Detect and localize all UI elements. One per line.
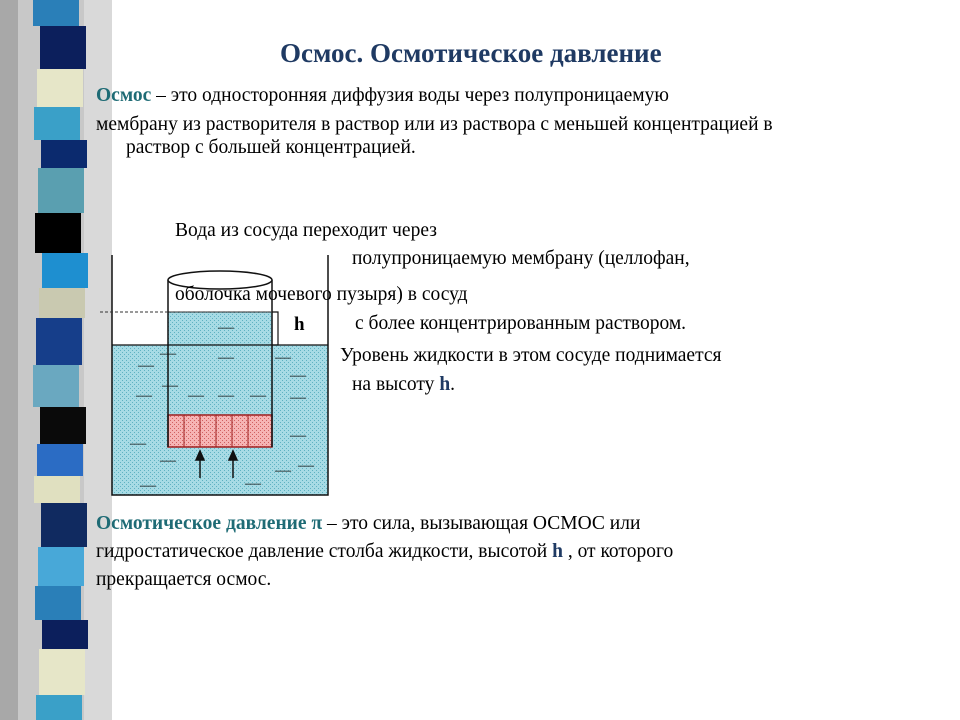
molecule-dash: — — [245, 475, 261, 492]
molecule-dash: — — [275, 349, 291, 366]
molecule-dash: — — [218, 349, 234, 366]
osmosis-definition-line1: Осмос – это односторонняя диффузия воды через полупроницаемую — [96, 85, 669, 106]
h-symbol: h — [552, 541, 563, 562]
h-symbol: h — [439, 374, 451, 395]
pressure-definition-line1: Осмотическое давление π – это сила, вызывающая ОСМОС или — [96, 513, 641, 534]
molecule-dash: — — [275, 462, 291, 479]
molecule-dash: — — [298, 457, 314, 474]
molecule-dash: — — [138, 357, 154, 374]
decorative-sidebar — [0, 0, 112, 720]
pressure-definition-line2: гидростатическое давление столба жидкости, высотой h , от которого — [96, 541, 674, 562]
description-line2: полупроницаемую мембрану (целлофан, — [352, 248, 690, 269]
molecule-dash: — — [218, 387, 234, 404]
molecule-dash: — — [250, 387, 266, 404]
molecule-dash: — — [162, 377, 178, 394]
molecule-dash: — — [290, 367, 306, 384]
molecule-dash: — — [218, 319, 234, 336]
description-line5: Уровень жидкости в этом сосуде поднимается — [340, 345, 722, 366]
molecule-dash: — — [290, 389, 306, 406]
molecule-dash: — — [188, 387, 204, 404]
osmosis-definition-line2: мембрану из растворителя в раствор или из раствора с меньшей концентрацией в — [96, 114, 773, 135]
description-line1: Вода из сосуда переходит через — [175, 220, 437, 241]
pressure-definition-line3: прекращается осмос. — [96, 569, 272, 590]
molecule-dash: — — [130, 435, 146, 452]
description-line4: с более концентрированным раствором. — [355, 313, 687, 334]
osmosis-definition-line3: раствор с большей концентрацией. — [126, 137, 416, 158]
molecule-dash: — — [136, 387, 152, 404]
h-label: h — [294, 314, 305, 335]
h-bracket — [272, 312, 278, 345]
description-line6: на высоту h. — [352, 374, 456, 395]
description-line3: оболочка мочевого пузыря) в сосуд — [175, 284, 468, 305]
molecule-dash: — — [140, 477, 156, 494]
molecule-dash: — — [160, 452, 176, 469]
molecule-dash: — — [290, 427, 306, 444]
osmotic-pressure-term: Осмотическое давление π — [96, 513, 323, 534]
osmosis-term: Осмос — [96, 85, 152, 106]
page-title: Осмос. Осмотическое давление — [280, 38, 662, 68]
molecule-dash: — — [160, 345, 176, 362]
